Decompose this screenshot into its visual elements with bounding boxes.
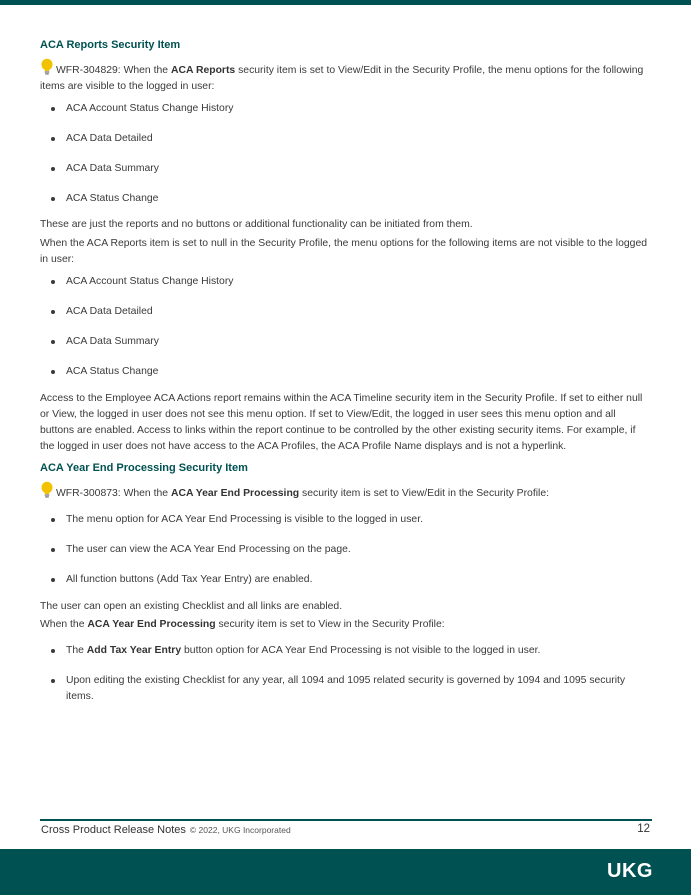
bullet-list-hidden-reports xyxy=(40,274,652,391)
lightbulb-icon xyxy=(40,481,54,499)
ukg-logo: UKG xyxy=(607,859,653,882)
list-item: ACA Data Detailed xyxy=(40,131,652,161)
list-item: The menu option for ACA Year End Processing is visible to the logged in user. xyxy=(40,512,652,542)
list-item: ACA Data Summary xyxy=(40,161,652,191)
tip-paragraph-aca-year-end: WFR-300873: When the ACA Year End Processing security item is set to View/Edit in the Security Profile: xyxy=(40,481,652,502)
list-item: ACA Data Detailed xyxy=(40,304,652,334)
list-item: ACA Status Change xyxy=(40,364,652,391)
page-content xyxy=(40,38,652,705)
section-heading-aca-year-end: ACA Year End Processing Security Item xyxy=(40,462,248,474)
list-item: The user can view the ACA Year End Processing on the page. xyxy=(40,542,652,572)
footer-rule xyxy=(40,819,652,821)
list-item: ACA Data Summary xyxy=(40,334,652,364)
list-item: All function buttons (Add Tax Year Entry) are enabled. xyxy=(40,572,652,599)
list-item: ACA Status Change xyxy=(40,191,652,217)
list-item: The Add Tax Year Entry button option for ACA Year End Processing is not visible to the logged in user. xyxy=(40,643,652,673)
top-accent-bar xyxy=(0,0,691,5)
page-number: 12 xyxy=(637,823,650,835)
tip-paragraph-aca-reports: WFR-304829: When the ACA Reports security item is set to View/Edit in the Security Profile, the menu options for the following items are visible to the logged in user: xyxy=(40,58,652,95)
list-item: Upon editing the existing Checklist for any year, all 1094 and 1095 related security is governed by 1094 and 1095 security items. xyxy=(40,673,652,705)
body-paragraph: When the ACA Year End Processing security item is set to View in the Security Profile: xyxy=(40,619,445,630)
list-item: ACA Account Status Change History xyxy=(40,274,652,304)
bullet-list-view-only xyxy=(40,643,652,705)
bullet-list-view-edit xyxy=(40,512,652,599)
footer-band xyxy=(0,849,691,895)
body-paragraph: These are just the reports and no buttons or additional functionality can be initiated from them. xyxy=(40,219,473,230)
list-item: ACA Account Status Change History xyxy=(40,101,652,131)
body-paragraph: The user can open an existing Checklist and all links are enabled. xyxy=(40,601,343,612)
lightbulb-icon xyxy=(40,58,54,76)
body-paragraph: Access to the Employee ACA Actions report remains within the ACA Timeline security item in the Security Profile. If set to either null or View, the logged in user does not see this menu option. If set to View/Edit, the logged in user sees this menu option and all buttons are enabled. Access to links within the report continue to be controlled by the other existing security items. For example, if the logged in user does not have access to the ACA Profiles, the ACA Profile Name displays and is not a hyperlink. xyxy=(40,393,643,452)
body-paragraph: When the ACA Reports item is set to null in the Security Profile, the menu options for the following items are not visible to the logged in user: xyxy=(40,238,648,265)
footer-copyright: © 2022, UKG Incorporated xyxy=(189,825,291,835)
section-heading-aca-reports: ACA Reports Security Item xyxy=(40,39,181,51)
bullet-list-visible-reports xyxy=(40,101,652,217)
footer-title: Cross Product Release Notes © 2022, UKG Incorporated xyxy=(41,824,291,836)
